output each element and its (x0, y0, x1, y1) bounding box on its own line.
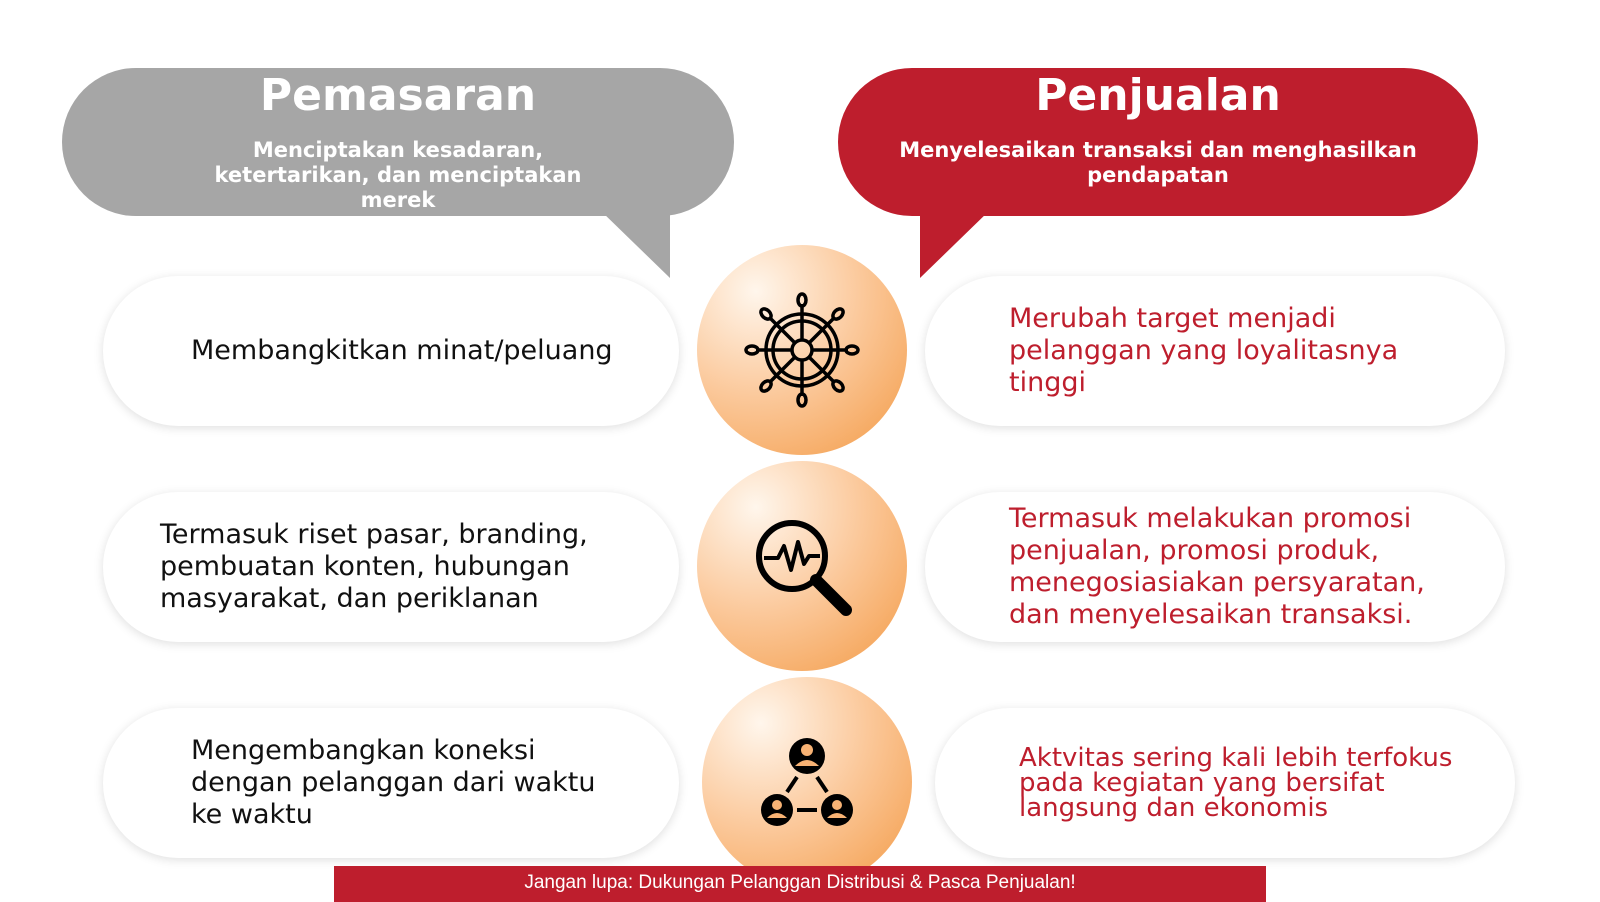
footer-banner (334, 866, 1266, 902)
icon-circle-2 (697, 461, 907, 671)
marketing-item-3 (103, 708, 679, 858)
marketing-bubble-tail (600, 210, 680, 280)
sales-item-3 (935, 708, 1515, 858)
marketing-subtitle: Menciptakan kesadaran, ketertarikan, dan menciptakan merek (214, 138, 582, 212)
marketing-bubble (62, 68, 734, 216)
sales-bubble (838, 68, 1478, 216)
marketing-item-2-text: Termasuk riset pasar, branding, pembuatan konten, hubungan masyarakat, dan periklanan (160, 519, 588, 614)
sales-bubble-tail (920, 210, 1000, 280)
sales-subtitle: Menyelesaikan transaksi dan menghasilkan pendapatan (899, 138, 1417, 187)
icon-circle-1 (697, 245, 907, 455)
marketing-item-3-text: Mengembangkan koneksi dengan pelanggan dari waktu ke waktu (191, 735, 596, 830)
ship-wheel-icon (742, 290, 862, 410)
icon-circle-3 (702, 677, 912, 887)
sales-item-3-text: Aktvitas sering kali lebih terfokus pada kegiatan yang bersifat langsung dan ekonomis (1019, 742, 1453, 823)
sales-title: Penjualan (1035, 70, 1281, 121)
magnifier-pulse-icon (742, 506, 862, 626)
sales-item-2 (925, 492, 1505, 642)
people-network-icon (747, 722, 867, 842)
marketing-item-1-text: Membangkitkan minat/peluang (191, 335, 613, 366)
sales-item-1 (925, 276, 1505, 426)
marketing-item-2 (103, 492, 679, 642)
sales-item-1-text: Merubah target menjadi pelanggan yang loyalitasnya tinggi (1009, 303, 1399, 398)
marketing-item-1 (103, 276, 679, 426)
marketing-title: Pemasaran (259, 70, 537, 121)
sales-item-2-text: Termasuk melakukan promosi penjualan, promosi produk, menegosiasiakan persyaratan, dan menyelesaikan transaksi. (1009, 503, 1425, 630)
footer-text: Jangan lupa: Dukungan Pelanggan Distribusi & Pasca Penjualan! (524, 872, 1076, 893)
